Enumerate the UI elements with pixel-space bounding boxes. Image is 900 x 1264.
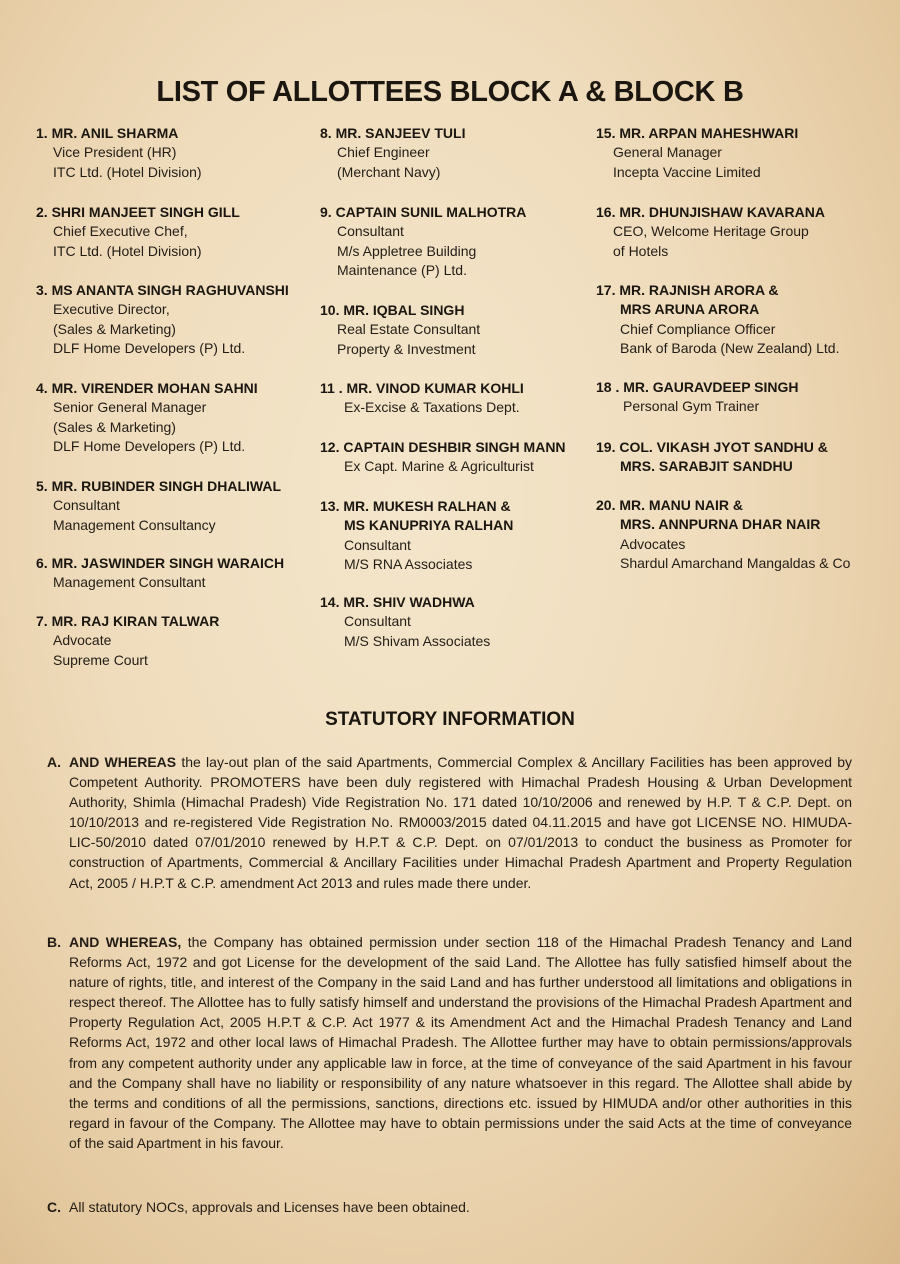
allottee-name: 1. MR. ANIL SHARMA (36, 125, 179, 141)
allottee-detail: Consultant (337, 223, 404, 240)
paragraph-lead: AND WHEREAS, (69, 934, 182, 950)
paragraph-letter: A. (47, 754, 61, 770)
allottee-name: MRS ARUNA ARORA (620, 301, 760, 318)
paragraph-text: All statutory NOCs, approvals and Licenses have been obtained. (69, 1199, 470, 1215)
statutory-paragraph-a (47, 752, 852, 893)
allottee-detail: (Sales & Marketing) (53, 418, 176, 435)
allottee-detail: Personal Gym Trainer (623, 398, 760, 415)
statutory-paragraph-c (47, 1197, 852, 1217)
allottee-entry (596, 203, 886, 261)
allottee-name: 14. MR. SHIV WADHWA (320, 594, 475, 610)
allottee-entry (320, 438, 595, 477)
allottee-name: 13. MR. MUKESH RALHAN & (320, 498, 511, 514)
allottee-entry (596, 281, 886, 359)
allottee-entry (320, 301, 595, 359)
paragraph-letter: B. (47, 934, 61, 950)
allottee-detail: Consultant (53, 497, 120, 514)
allottee-entry (596, 378, 886, 417)
allottee-name: 19. COL. VIKASH JYOT SANDHU & (596, 439, 828, 455)
allottee-detail: M/S RNA Associates (344, 556, 473, 573)
allottee-entry (320, 497, 595, 575)
allottee-entry (320, 124, 595, 182)
allottee-detail: M/S Shivam Associates (344, 632, 491, 649)
allottee-name: 6. MR. JASWINDER SINGH WARAICH (36, 555, 285, 571)
allottee-name: 4. MR. VIRENDER MOHAN SAHNI (36, 380, 258, 396)
allottee-entry (36, 124, 316, 182)
allottee-detail: (Merchant Navy) (337, 163, 441, 180)
allottee-name: 8. MR. SANJEEV TULI (320, 125, 466, 141)
allottee-entry (320, 593, 595, 651)
allottee-name: 12. CAPTAIN DESHBIR SINGH MANN (320, 439, 566, 455)
allottee-name: 5. MR. RUBINDER SINGH DHALIWAL (36, 478, 281, 494)
allottee-detail: Ex-Excise & Taxations Dept. (344, 399, 520, 416)
paragraph-text: the Company has obtained permission under section 118 of the Himachal Pradesh Tenancy and Land Reforms Act, 1972 and got License for the development of the said Land. The Allottee has fully satisfied himself about the nature of rights, title, and interest of the Company in the said Land and has further understood all limitations and obligations in respect thereof. The Allottee has to fully satisfy himself and understand the provisions of the Himachal Pradesh Apartment and Property Regulation Act, 2005 H.P.T & C.P. Act 1977 & its Amendment Act and the Himachal Pradesh Tenancy and Land Reforms Act, 1972 and other local laws of Himachal Pradesh. The Allottee further may have to obtain permissions/approvals from any competent authority under any applicable law in force, at the time of conveyance of the said Apartment in his favour and the Company shall have no liability or responsibility of any nature whatsoever in this regard. The Allottee shall abide by the terms and conditions of all the permissions, sanctions, directions etc. issued by HIMUDA and/or other authorities in this regard in favour of the Company. The Allottee may have to obtain permissions under the said Acts at the time of conveyance of the said Apartment in his favour. (69, 934, 853, 1151)
allottee-detail: Vice President (HR) (53, 144, 177, 161)
allottee-entry (36, 379, 316, 457)
allottee-detail: Senior General Manager (53, 399, 207, 416)
allottee-detail: Maintenance (P) Ltd. (337, 262, 467, 279)
allottee-name: 15. MR. ARPAN MAHESHWARI (596, 125, 799, 141)
allottee-detail: DLF Home Developers (P) Ltd. (53, 340, 246, 357)
allottee-entry (36, 477, 316, 535)
allottee-entry (36, 554, 316, 593)
allottee-name: MS KANUPRIYA RALHAN (344, 517, 514, 534)
allottee-detail: Incepta Vaccine Limited (613, 163, 761, 180)
allottee-detail: Chief Executive Chef, (53, 223, 188, 240)
allottee-detail: Management Consultant (53, 574, 206, 591)
allottee-detail: Advocates (620, 535, 686, 552)
allottee-detail: ITC Ltd. (Hotel Division) (53, 163, 202, 180)
allottee-name: MRS. SARABJIT SANDHU (620, 458, 793, 475)
allottee-entry (596, 124, 886, 182)
allottee-detail: (Sales & Marketing) (53, 320, 176, 337)
allottee-entry (320, 203, 595, 281)
allottee-entry (596, 496, 886, 574)
allottee-name: 7. MR. RAJ KIRAN TALWAR (36, 613, 220, 629)
paragraph-text: the lay-out plan of the said Apartments, Commercial Complex & Ancillary Facilities has been approved by Competent Authority. PROMOTERS have been duly registered with Himachal Pradesh Housing & Urban Development Authority, Shimla (Himachal Pradesh) Vide Registration No. 171 dated 10/10/2006 and renewed by H.P. T & C.P. Dept. on 10/10/2013 and re-registered Vide Registration No. RM0003/2015 dated 04.11.2015 and have got LICENSE NO. HIMUDA-LIC-50/2010 dated 07/01/2010 renewed by H.P.T & C.P. Dept. on 07/01/2013 to conduct the business as Promoter for construction of Apartments, Commercial & Ancillary Facilities under Himachal Pradesh Apartment and Property Regulation Act, 2005 / H.P.T & C.P. amendment Act 2013 and rules made there under. (69, 754, 852, 891)
allottee-name: 9. CAPTAIN SUNIL MALHOTRA (320, 204, 527, 220)
allottee-detail: Chief Engineer (337, 144, 430, 161)
statutory-paragraph-b (47, 932, 853, 1153)
allottee-entry (36, 203, 316, 261)
allottee-entry (36, 281, 316, 359)
allottee-entry (36, 612, 316, 670)
allottee-name: 18 . MR. GAURAVDEEP SINGH (596, 379, 799, 395)
allottee-detail: Property & Investment (337, 340, 476, 357)
allottee-detail: Shardul Amarchand Mangaldas & Co (620, 555, 851, 572)
allottee-detail: of Hotels (613, 242, 669, 259)
allottee-entry (320, 379, 595, 418)
allottee-detail: Bank of Baroda (New Zealand) Ltd. (620, 340, 840, 357)
allottee-entry (596, 438, 886, 477)
allottee-name: 2. SHRI MANJEET SINGH GILL (36, 204, 240, 220)
allottee-name: 20. MR. MANU NAIR & (596, 497, 744, 513)
allottee-detail: DLF Home Developers (P) Ltd. (53, 438, 246, 455)
paragraph-lead: AND WHEREAS (69, 754, 177, 770)
allottee-detail: M/s Appletree Building (337, 242, 477, 259)
allottee-name: 16. MR. DHUNJISHAW KAVARANA (596, 204, 825, 220)
allottee-detail: Supreme Court (53, 651, 148, 668)
allottee-detail: Ex Capt. Marine & Agriculturist (344, 458, 534, 475)
allottee-name: 17. MR. RAJNISH ARORA & (596, 282, 779, 298)
allottee-detail: CEO, Welcome Heritage Group (613, 223, 809, 240)
allottee-detail: Chief Compliance Officer (620, 320, 776, 337)
statutory-heading: STATUTORY INFORMATION (325, 709, 575, 730)
allottee-name: 3. MS ANANTA SINGH RAGHUVANSHI (36, 282, 289, 298)
allottee-detail: General Manager (613, 144, 722, 161)
allottee-name: 10. MR. IQBAL SINGH (320, 302, 465, 318)
allottee-detail: Consultant (344, 536, 411, 553)
allottee-name: MRS. ANNPURNA DHAR NAIR (620, 516, 821, 533)
allottee-name: 11 . MR. VINOD KUMAR KOHLI (320, 380, 524, 396)
allottee-detail: Executive Director, (53, 301, 170, 318)
page-title: LIST OF ALLOTTEES BLOCK A & BLOCK B (156, 76, 744, 108)
allottee-detail: Real Estate Consultant (337, 321, 481, 338)
paragraph-letter: C. (47, 1199, 61, 1215)
allottee-detail: Advocate (53, 632, 112, 649)
allottee-detail: ITC Ltd. (Hotel Division) (53, 242, 202, 259)
allottee-detail: Management Consultancy (53, 516, 216, 533)
allottee-detail: Consultant (344, 613, 411, 630)
